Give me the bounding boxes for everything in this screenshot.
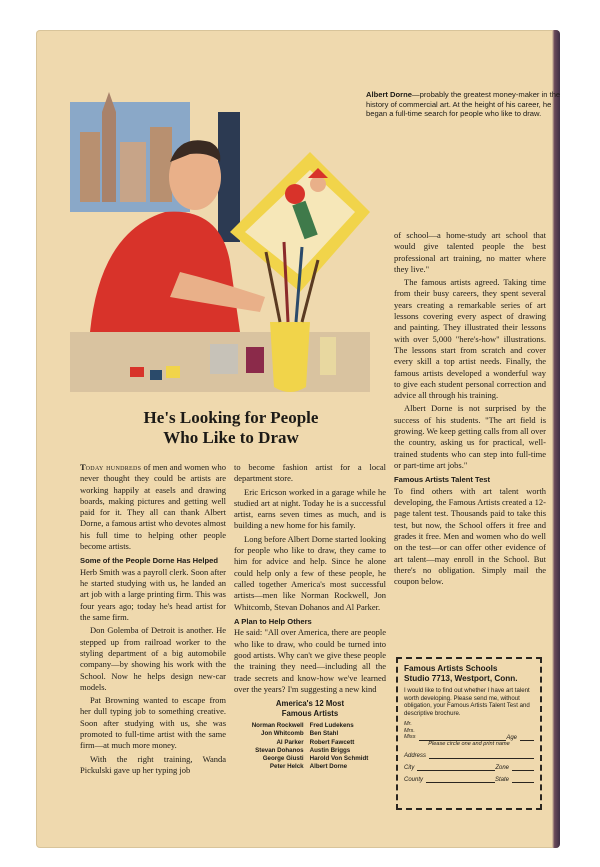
age-label: Age — [506, 734, 517, 741]
artists-title — [234, 699, 386, 719]
state-label: State — [494, 777, 509, 783]
brush-jar — [270, 322, 310, 392]
artist-name: Norman Rockwell — [251, 722, 304, 730]
artist-name: Peter Helck — [269, 763, 304, 771]
title-option[interactable]: Miss — [404, 734, 416, 741]
age-line[interactable] — [520, 733, 534, 741]
subheading: Some of the People Dorne Has Helped — [80, 556, 218, 566]
artist-name: Harold Von Schmidt — [309, 754, 369, 762]
artists-title-line: Famous Artists — [281, 709, 339, 719]
county-field[interactable] — [404, 775, 534, 783]
headline — [66, 408, 396, 448]
lead-in: oday hundreds — [85, 462, 142, 472]
state-line[interactable] — [512, 775, 534, 783]
paragraph: With the right training, Wanda Pickulski gave up her typing job — [80, 753, 226, 775]
coupon-body: I would like to find out whether I have art talent worth developing. Please send me, without obligation, your Famous Artists Talent Test and descriptive brochure. — [404, 687, 530, 717]
paragraph: The famous artists agreed. Taking time from their busy careers, they spent several years creating a remarkable series of art lessons covering every aspect of drawing and painting. They illustrated their lessons with over 5,000 "here's-how" illustrations. The lessons start from scratch and cover every skill a top artist needs. Finally, the famous artists developed a wonderful way to give each student personal correction and advice all through his training. — [394, 277, 546, 401]
paragraph: Albert Dorne is not surprised by the success of his students. "The art field is growing. We keep getting calls from all over the country, asking us for practical, well-trained students who can step into full-time or part-time art jobs." — [394, 403, 546, 470]
coupon-title: Famous Artists Schools — [404, 664, 498, 673]
artist-name: Ben Stahl — [309, 730, 339, 738]
title-option[interactable]: Mr. — [404, 721, 412, 728]
paint-cans — [210, 344, 238, 374]
artist-name: Austin Briggs — [309, 746, 351, 754]
drop-cap: T — [80, 462, 86, 472]
artist-name: Albert Dorne — [309, 763, 348, 771]
artist-shirt — [90, 212, 240, 332]
artist-name: Al Parker — [276, 738, 304, 746]
headline-line-1: He's Looking for People — [143, 408, 319, 427]
artists-table — [249, 722, 372, 771]
artist-name: Stevan Dohanos — [255, 746, 304, 754]
paragraph: Eric Ericson worked in a garage while he studied art at night. Today he is a successful artist, earns seven times as much, and is building a new home for his family. — [234, 486, 386, 531]
county-line[interactable] — [426, 775, 495, 783]
name-line[interactable] — [419, 733, 507, 741]
coupon-address: Studio 7713, Westport, Conn. — [404, 674, 518, 683]
mail-coupon[interactable] — [396, 657, 542, 810]
paragraph: He said: "All over America, there are people who like to draw, who could be turned into good artists. Why can't we give these people the training they need—including all the trade secrets and know-how we've learned over the years? I'm suggesting a new kind — [234, 627, 386, 694]
city-label: City — [404, 765, 415, 771]
paragraph: Don Golemba of Detroit is another. He stepped up from railroad worker to the styling department of a big automobile company—by showing his work with the School. Now he helps design new-car models. — [80, 625, 226, 692]
artist-name: Fred Ludekens — [309, 722, 354, 730]
address-line[interactable] — [429, 751, 534, 759]
paragraph: of school—a home-study art school that would give talented people the best professional art training, no matter where they live." — [394, 230, 546, 274]
paragraph: To find others with art talent worth developing, the Famous Artists created a 12-page talent test. Thousands paid to take this test, but now, the School offers it free and grades it free. Men and women who do well on the test—or can offer other evidence of art talent—may enroll in the School. But there's no obligation. Simply mail the coupon below. — [394, 485, 546, 587]
illustration-caption — [366, 90, 560, 119]
artist-illustration — [70, 82, 370, 402]
caption-text: —probably the greatest money-maker in the history of commercial art. At the height of his career, he began a full-time search for people who like to draw. — [366, 90, 560, 119]
subheading: Famous Artists Talent Test — [394, 475, 491, 485]
title-option[interactable]: Mrs. — [404, 727, 415, 734]
page-edge — [552, 30, 560, 848]
address-field[interactable] — [404, 751, 534, 759]
headline-line-2: Who Like to Draw — [163, 428, 299, 447]
article-column-2 — [234, 462, 386, 771]
artist-name: George Giusti — [262, 754, 304, 762]
name-field[interactable] — [404, 721, 534, 740]
article-column-1 — [80, 462, 226, 778]
caption-name: Albert Dorne — [366, 90, 412, 99]
city-field[interactable] — [404, 763, 534, 771]
paragraph-text: of men and women who never thought they could be artists are working happily at easels and drawing boards, making pictures and getting well paid for it. They all can thank Albert Dorne, a famous artist who devotes almost his full time to helping other people become artists. — [80, 462, 226, 552]
artist-name: Jon Whitcomb — [261, 730, 304, 738]
paragraph: Long before Albert Dorne started looking for people who like to draw, they came to him for advice and help. Since he alone could help only a few of these people, he called together America's most successful artists—men like Norman Rockwell, Jon Whitcomb, Stevan Dohanos and Al Parker. — [234, 533, 386, 612]
subheading: A Plan to Help Others — [234, 616, 312, 626]
paragraph: Herb Smith was a payroll clerk. Soon after he started studying with us, he landed an art job with a large printing firm. This was four years ago; today he's head artist for the same firm. — [80, 566, 226, 623]
coupon-instruction: Please circle one and print name — [428, 740, 510, 747]
famous-artists-list — [234, 699, 386, 771]
window-frame — [218, 112, 240, 242]
county-label: County — [404, 777, 424, 783]
zone-line[interactable] — [512, 763, 534, 771]
artist-name: Robert Fawcett — [309, 738, 355, 746]
artists-title-line: America's 12 Most — [275, 699, 345, 709]
city-line[interactable] — [417, 763, 495, 771]
paragraph — [80, 462, 226, 552]
zone-label: Zone — [495, 765, 509, 771]
article-column-3 — [394, 230, 546, 589]
paragraph: to become fashion artist for a local department store. — [234, 462, 386, 484]
address-label: Address — [404, 753, 427, 759]
comic-page — [36, 30, 560, 848]
paragraph: Pat Browning wanted to escape from her dull typing job to something creative. Soon after studying with us, she was promoted to full-time artist with the same firm—at much more money. — [80, 695, 226, 751]
title-options[interactable] — [404, 721, 416, 740]
